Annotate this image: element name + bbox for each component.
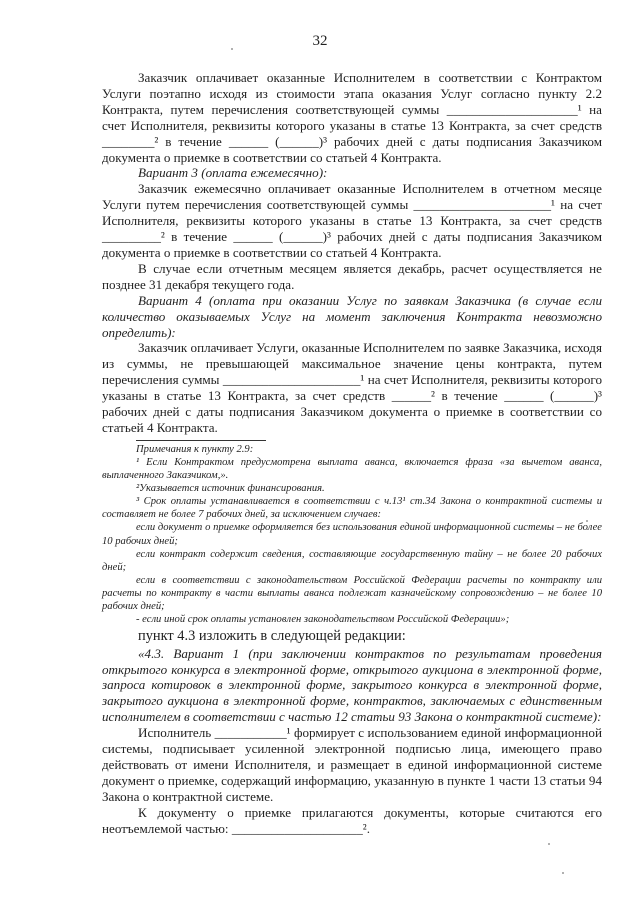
footnote-title: Примечания к пункту 2.9: [136,443,254,455]
scan-speck [231,48,233,50]
footnote-3-case-1: если документ о приемке оформляется без использования единой информационной системы – не более 10 рабочих дней; [102,522,602,547]
payment-variant-2-text: Заказчик оплачивает оказанные Исполнителем в соответствии с Контрактом Услуги поэтапно исходя из стоимости этапа оказания Услуг согласно пункту 2.2 Контракта, путем перечисления соответствующей суммы ____________________¹ на счет Исполнителя, реквизиты которого указаны в статье 13 Контракта, за счет средств ________² в течение ______ (______)³ рабочих дней с даты подписания Заказчиком документа о приемке в соответствии со статьей 4 Контракта. [102,70,602,165]
payment-variant-4-text: Заказчик оплачивает Услуги, оказанные Исполнителем по заявке Заказчика, исходя из суммы, не превышающей максимальное значение цены контракта, путем перечисления суммы _____________________¹ на счет Исполнителя, реквизиты которого указаны в статье 13 Контракта, за счет средств ______² в течение ______ (______)³ рабочих дней с даты подписания Заказчиком документа о приемке в соответствии со статьей 4 Контракта. [102,340,602,435]
clause-4-3-text: Исполнитель ___________¹ формирует с использованием единой информационной системы, подписывает усиленной электронной подписью лица, имеющего право действовать от имени Исполнителя, и размещает в единой информационной системе документ о приемке, содержащий информацию, указанную в пункте 1 части 13 статьи 94 Закона о контрактной системе. [102,725,602,804]
footnote-3-case-2: если контракт содержит сведения, составляющие государственную тайну – не более 20 рабочих дней; [102,548,602,573]
footnote-3-case-3: если в соответствии с законодательством Российской Федерации расчеты по контракту или расчеты по контракту в части выплаты аванса подлежат казначейскому сопровождению – не более 10 рабочих дней; [102,574,602,612]
footnote-2: ²Указывается источник финансирования. [136,483,325,495]
page-number: 32 [312,33,328,49]
attachments-text: К документу о приемке прилагаются документы, которые считаются его неотъемлемой частью: ____________________². [102,804,602,836]
payment-variant-3-text: Заказчик ежемесячно оплачивает оказанные Исполнителем в отчетном месяце Услуги путем перечисления соответствующей суммы _____________________¹ на счет Исполнителя, реквизиты которого указаны в статье 13 Контракта, за счет средств _________² в течение ______ (______)³ рабочих дней с даты подписания Заказчиком документа о приемке в соответствии со статьей 4 Контракта. [102,181,602,260]
variant-3-heading: Вариант 3 (оплата ежемесячно): [138,165,328,181]
footnote-divider [136,440,266,441]
footnote-3-case-4: - если иной срок оплаты установлен законодательством Российской Федерации»; [136,614,510,626]
variant-4-heading: Вариант 4 (оплата при оказании Услуг по заявкам Заказчика (в случае если количество оказываемых Услуг на момент заключения Контракта невозможно определить): [102,292,602,340]
document-body [102,70,602,837]
footnote-1: ¹ Если Контрактом предусмотрена выплата аванса, включается фраза «за вычетом аванса, выплаченного Заказчиком,». [102,456,602,482]
section-heading: пункт 4.3 изложить в следующей редакции: [138,628,406,645]
scan-speck [562,872,564,874]
footnotes-block [102,440,602,626]
footnote-3: ³ Срок оплаты устанавливается в соответствии с ч.13¹ ст.34 Закона о контрактной системы и составляет не более 7 рабочих дней, за исключением случаев: [102,496,602,521]
clause-4-3-heading: «4.3. Вариант 1 (при заключении контрактов по результатам проведения открытого конкурса в электронной форме, открытого аукциона в электронной форме, запроса котировок в электронной форме, закрытого конкурса в электронной форме, закрытого аукциона в электронной форме, контрактов, заключаемых с единственным исполнителем в соответствии с частью 12 статьи 93 Закона о контрактной системе): [102,645,602,725]
scan-speck [586,520,588,522]
scan-speck [548,843,550,845]
december-payment-text: В случае если отчетным месяцем является декабрь, расчет осуществляется не позднее 31 декабря текущего года. [102,260,602,292]
